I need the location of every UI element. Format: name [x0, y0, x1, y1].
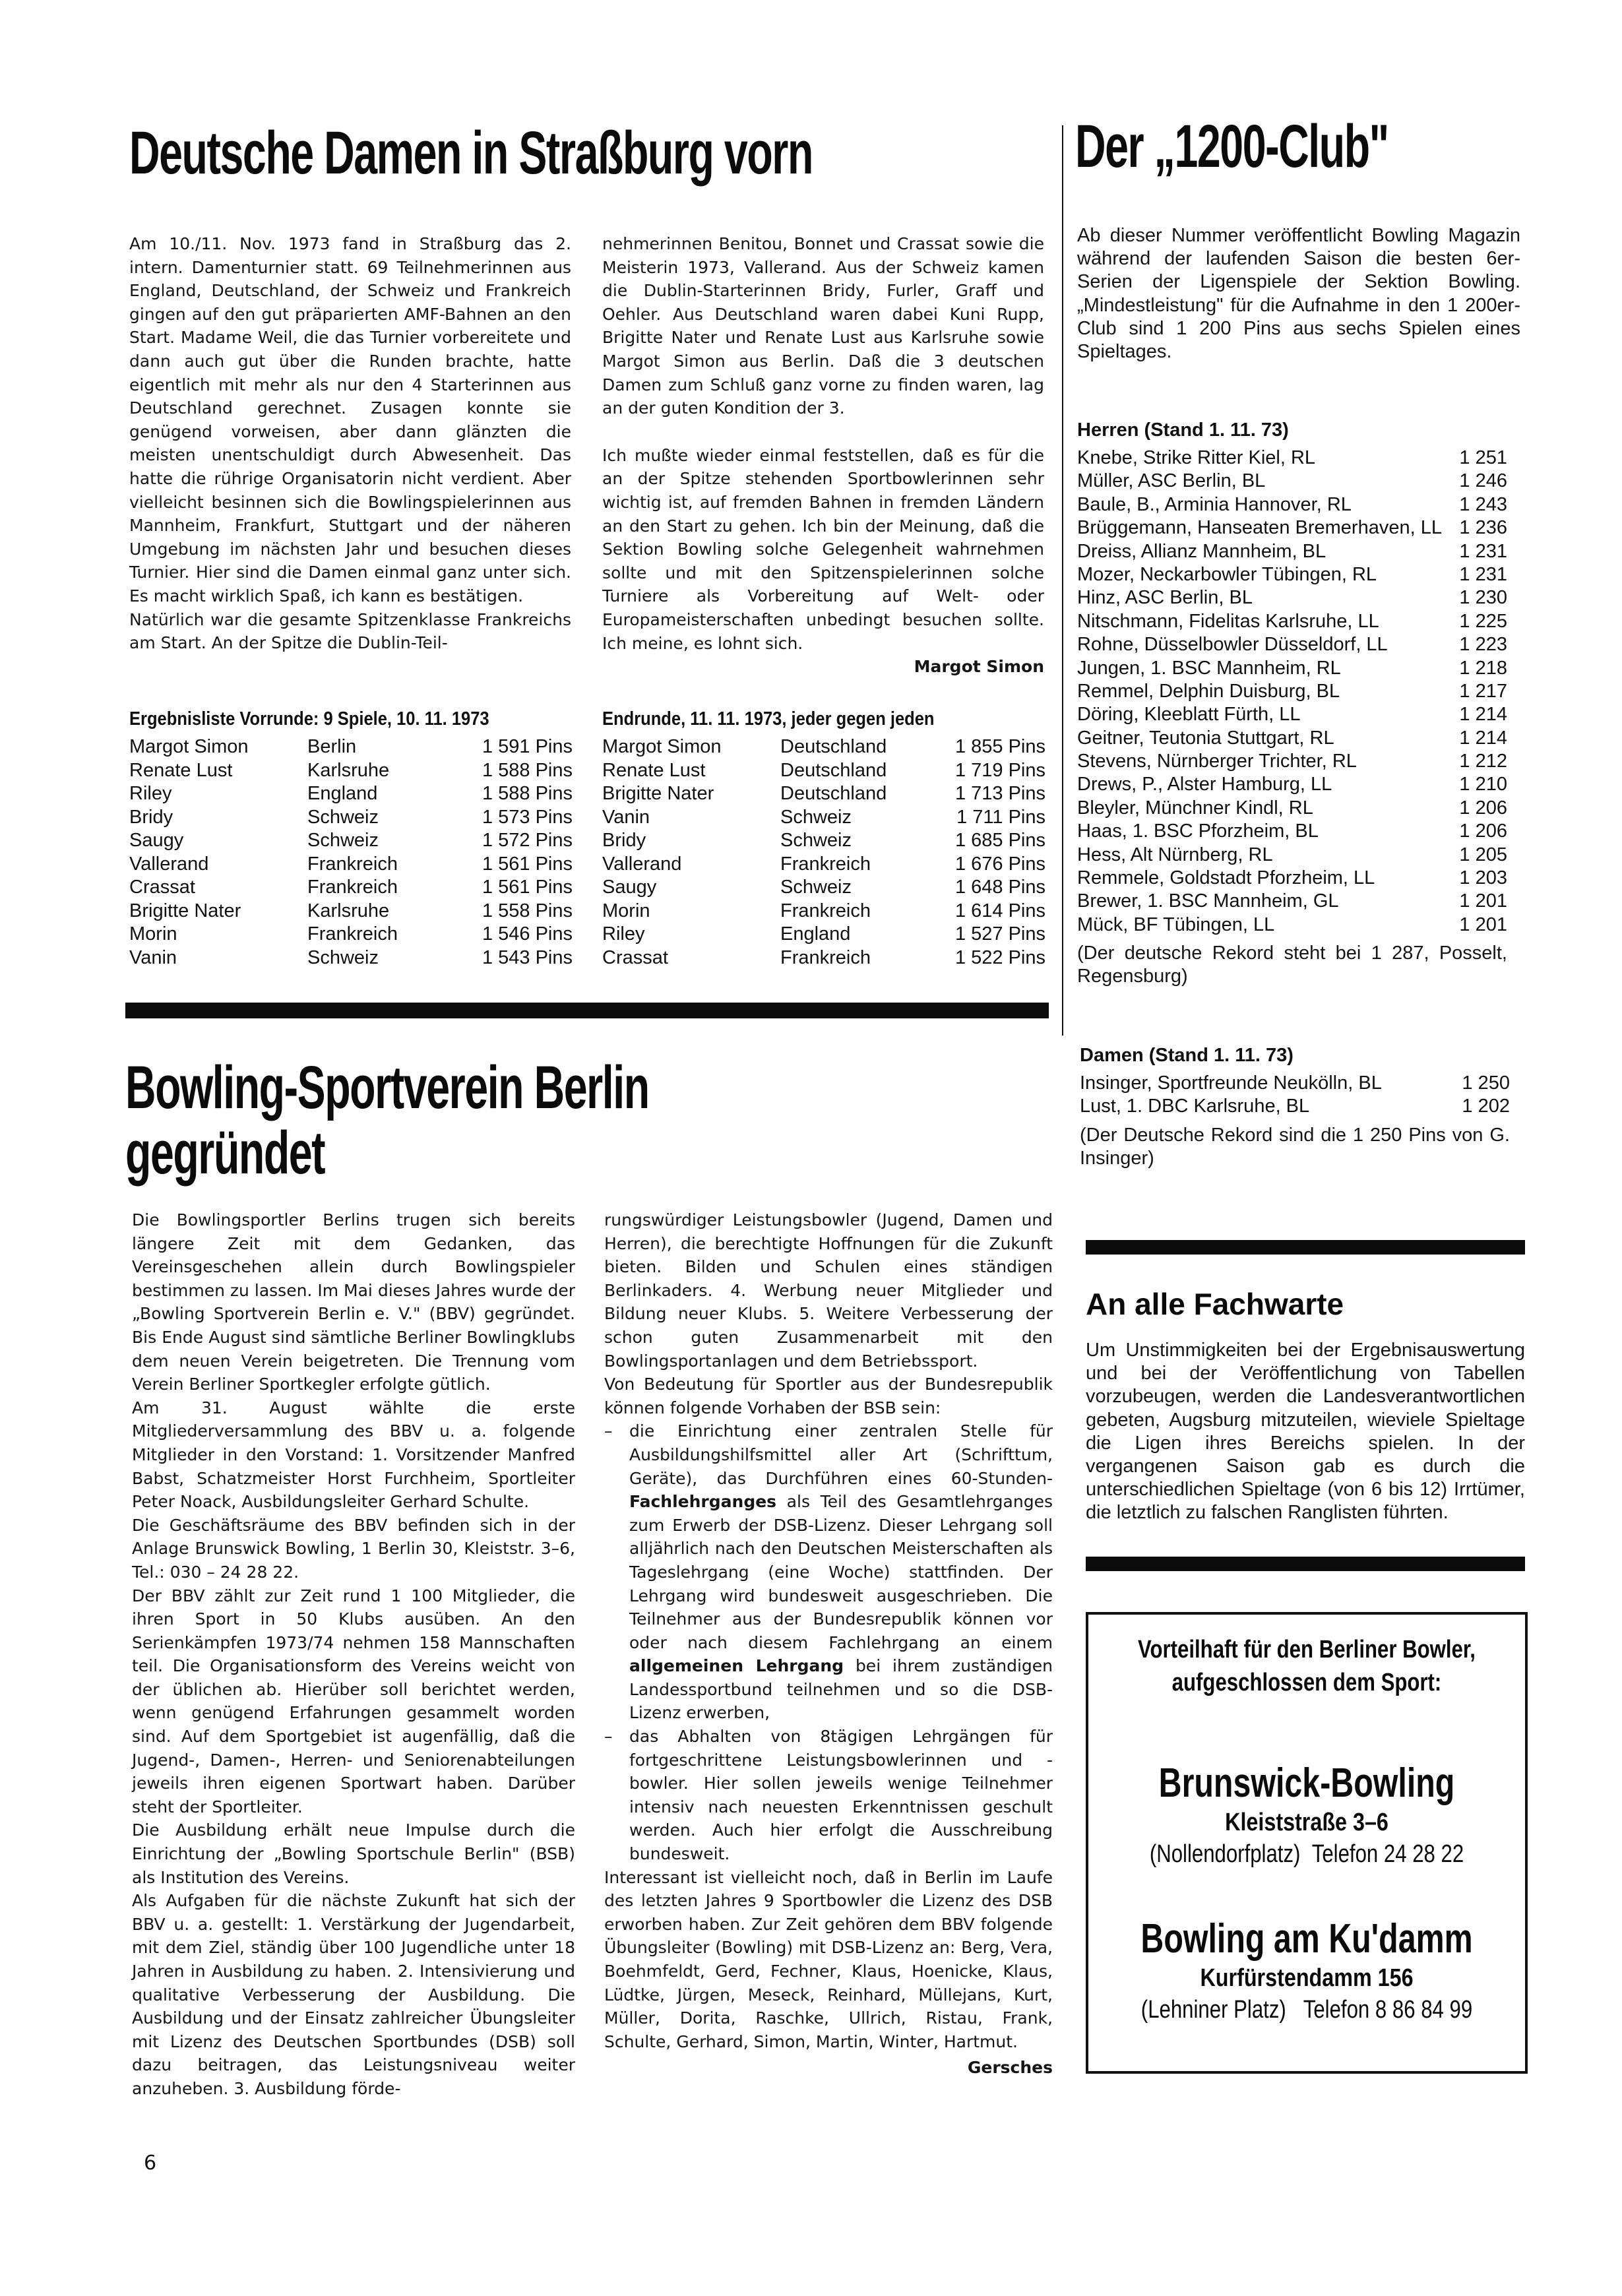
player-origin: England — [307, 783, 378, 804]
bowler-club: Müller, ASC Berlin, BL — [1077, 470, 1266, 492]
article-headline-bbv — [125, 1055, 649, 1187]
pin-score: 1 230 — [1459, 587, 1507, 609]
pin-score: 1 214 — [1459, 704, 1507, 726]
pin-score: 1 546 Pins — [482, 923, 573, 945]
bowler-club: Brewer, 1. BSC Mannheim, GL — [1077, 890, 1339, 912]
bowler-club: Lust, 1. DBC Karlsruhe, BL — [1080, 1096, 1310, 1117]
list-item — [1077, 470, 1507, 493]
list-title: Herren (Stand 1. 11. 73) — [1077, 419, 1289, 441]
bowler-club: Rohne, Düsselbowler Düsseldorf, LL — [1077, 634, 1388, 656]
player-name: Margot Simon — [129, 736, 249, 757]
article-strassburg-column-2 — [602, 232, 1044, 679]
pin-score: 1 214 — [1459, 727, 1507, 749]
headline-line: Bowling-Sportverein Berlin — [125, 1054, 649, 1121]
paragraph: Die Bowlingsportler Berlins trugen sich bereits längere Zeit mit dem Gedanken, das Vereinsgeschehen allein durch Bowlingspieler bestimmen zu lassen. Im Mai dieses Jahres wurde der „Bowling Sportverein Berlin e. V." (BBV) gegründet. Bis Ende August sind sämtliche Berliner Bowlingklubs dem neuen Verein beigetreten. Die Trennung vom Verein Berliner Sportkegler erfolgte gütlich. — [132, 1210, 575, 1394]
player-origin: Deutschland — [780, 736, 887, 757]
pin-score: 1 246 — [1459, 470, 1507, 492]
article-strassburg-column-1 — [129, 232, 571, 655]
bowler-club: Hinz, ASC Berlin, BL — [1077, 587, 1253, 609]
player-origin: Frankreich — [307, 923, 398, 945]
pin-score: 1 573 Pins — [482, 806, 573, 828]
bullet-text: das Abhalten von 8tägigen Lehrgängen für fortgeschrittene Leistungsbowlerinnen und -bowler. Hier sollen jeweils wenige Teilnehmer intensiv nach neuesten Erkenntnissen geschult werden. Auch hier erfolgt die Ausschreibung bundesweit. — [629, 1727, 1053, 1864]
player-origin: Berlin — [307, 736, 357, 757]
list-item — [1077, 890, 1507, 913]
table-row — [129, 782, 573, 806]
player-name: Saugy — [602, 877, 657, 898]
table-row — [129, 759, 573, 783]
article-bbv-column-1 — [132, 1208, 575, 2101]
bowler-club: Döring, Kleeblatt Fürth, LL — [1077, 704, 1301, 726]
player-name: Saugy — [129, 830, 184, 851]
table-row — [602, 900, 1045, 923]
bullet-dash: – — [604, 1421, 613, 1441]
paragraph: Die Geschäftsräume des BBV befinden sich in der Anlage Brunswick Bowling, 1 Berlin 30, Kleiststr. 3–6, Tel.: 030 – 24 28 22. — [132, 1515, 575, 1582]
list-item — [1077, 657, 1507, 680]
pin-score: 1 206 — [1459, 821, 1507, 842]
player-name: Bridy — [129, 806, 173, 828]
bowler-club: Bleyler, Münchner Kindl, RL — [1077, 797, 1313, 819]
fachwarte-text — [1086, 1339, 1525, 1525]
list-item — [1077, 493, 1507, 516]
table-row — [129, 853, 573, 877]
player-name: Brigitte Nater — [129, 900, 241, 921]
ad-venue-contact — [1128, 1993, 1486, 2026]
player-name: Bridy — [602, 830, 646, 851]
list-item — [1077, 540, 1507, 563]
list-item — [1077, 914, 1507, 937]
pin-score: 1 243 — [1459, 493, 1507, 515]
pin-score: 1 203 — [1459, 867, 1507, 889]
list-item — [1077, 563, 1507, 586]
bullet-emphasis: allgemeinen Lehrgang — [629, 1656, 844, 1676]
ad-venue-street: Kurfürstendamm 156 — [1200, 1964, 1414, 1992]
player-name: Vallerand — [129, 853, 209, 875]
bowler-club: Mozer, Neckarbowler Tübingen, RL — [1077, 563, 1377, 585]
list-item — [1077, 750, 1507, 773]
bowler-club: Stevens, Nürnberger Trichter, RL — [1077, 751, 1357, 772]
pin-score: 1 711 Pins — [956, 806, 1045, 828]
pin-score: 1 522 Pins — [954, 946, 1045, 968]
pin-score: 1 217 — [1459, 680, 1507, 702]
pin-score: 1 685 Pins — [954, 830, 1045, 851]
bowler-club: Haas, 1. BSC Pforzheim, BL — [1077, 821, 1319, 842]
list-item — [1077, 447, 1507, 470]
bowler-club: Drews, P., Alster Hamburg, LL — [1077, 774, 1332, 795]
column-divider — [1062, 125, 1063, 1036]
player-origin: Schweiz — [780, 877, 852, 898]
list-item — [1077, 680, 1507, 703]
player-origin: Schweiz — [307, 946, 379, 968]
list-item — [1077, 610, 1507, 633]
ad-venue-street: Kleiststraße 3–6 — [1225, 1809, 1388, 1836]
table-title: Ergebnisliste Vorrunde: 9 Spiele, 10. 11. 1973 — [129, 708, 489, 729]
bowler-club: Baule, B., Arminia Hannover, RL — [1077, 493, 1352, 515]
pin-score: 1 719 Pins — [954, 759, 1045, 781]
player-name: Margot Simon — [602, 736, 722, 757]
pin-score: 1 225 — [1459, 610, 1507, 632]
player-name: Riley — [602, 923, 645, 945]
pin-score: 1 713 Pins — [954, 783, 1045, 804]
paragraph: Am 10./11. Nov. 1973 fand in Straßburg das 2. intern. Damenturnier statt. 69 Teilnehmerinnen aus England, Deutschland, der Schweiz und Frankreich gingen auf den gut präparierten AMF-Bahnen an den Start. Madame Weil, die das Turnier vorbereitete und dann auch gut über die Runden brachte, hatte eigentlich mit mehr als nur den 4 Starterinnen aus Deutschland gerechnet. Zusagen konnte sie genügend vorweisen, aber dann glänzten die meisten unentschuldigt durch Abwesenheit. Das hatte die rührige Organisatorin nicht verdient. Aber vielleicht besinnen sich die Bowlingspielerinnen aus Mannheim, Frankfurt, Stuttgart und der näheren Umgebung im nächsten Jahr und besuchen dieses Turnier. Hier sind die Damen einmal ganz unter sich. Es macht wirklich Spaß, ich kann es bestätigen. — [129, 234, 571, 605]
player-name: Brigitte Nater — [602, 783, 714, 804]
player-origin: Frankreich — [780, 946, 871, 968]
pin-score: 1 588 Pins — [482, 783, 573, 804]
pin-score: 1 561 Pins — [482, 877, 573, 898]
table-row — [129, 806, 573, 830]
bowler-club: Jungen, 1. BSC Mannheim, RL — [1077, 657, 1341, 679]
bowler-club: Mück, BF Tübingen, LL — [1077, 914, 1275, 935]
player-origin: England — [780, 923, 851, 945]
list-item — [1077, 820, 1507, 843]
author-signature: Gersches — [967, 2058, 1053, 2078]
article-bbv-column-2 — [604, 1208, 1053, 2080]
ad-venue-phone: Telefon 8 86 84 99 — [1303, 1996, 1473, 2024]
pin-score: 1 202 — [1462, 1096, 1510, 1117]
pin-score: 1 201 — [1459, 890, 1507, 912]
player-origin: Karlsruhe — [307, 759, 390, 781]
table-row — [602, 759, 1045, 783]
list-item — [1077, 586, 1507, 609]
table-row — [602, 829, 1045, 853]
list-item — [1080, 1072, 1510, 1095]
list-item — [1077, 867, 1507, 890]
ad-intro-line: aufgeschlossen dem Sport: — [1171, 1669, 1442, 1696]
ad-venue-area: (Nollendorfplatz) — [1149, 1840, 1301, 1868]
table-row — [129, 900, 573, 923]
player-name: Renate Lust — [129, 759, 233, 781]
pin-score: 1 250 — [1462, 1072, 1510, 1094]
list-item — [1077, 773, 1507, 796]
results-table-endrunde — [602, 708, 1045, 970]
pin-score: 1 855 Pins — [954, 736, 1045, 757]
list-item — [1077, 727, 1507, 750]
record-note: (Der deutsche Rekord steht bei 1 287, Posselt, Regensburg) — [1077, 943, 1507, 987]
bullet-dash: – — [604, 1727, 613, 1747]
list-item — [1077, 844, 1507, 867]
pin-score: 1 212 — [1459, 751, 1507, 772]
player-origin: Schweiz — [780, 806, 852, 828]
pin-score: 1 236 — [1459, 517, 1507, 539]
page-number: 6 — [144, 2152, 157, 2175]
advertisement-box — [1086, 1612, 1528, 2074]
bowler-club: Hess, Alt Nürnberg, RL — [1077, 844, 1273, 865]
player-origin: Deutschland — [780, 783, 887, 804]
pin-score: 1 543 Pins — [482, 946, 573, 968]
record-note: (Der Deutsche Rekord sind die 1 250 Pins von G. Insinger) — [1080, 1124, 1510, 1169]
list-title: Damen (Stand 1. 11. 73) — [1080, 1045, 1294, 1066]
player-origin: Schweiz — [780, 830, 852, 851]
pin-score: 1 231 — [1459, 540, 1507, 562]
ad-venue-name: Brunswick-Bowling — [1158, 1760, 1455, 1806]
pin-score: 1 223 — [1459, 634, 1507, 656]
article-headline-strassburg: Deutsche Damen in Straßburg vorn — [129, 119, 813, 187]
pin-score: 1 201 — [1459, 914, 1507, 935]
author-signature: Margot Simon — [914, 657, 1044, 677]
paragraph: Der BBV zählt zur Zeit rund 1 100 Mitglieder, die ihren Sport in 50 Klubs ausüben. An den Serienkämpfen 1973/74 nehmen 158 Mannschaften teil. Die Organisationsform des Vereins weicht von der üblichen ab. Hierüber soll berichtet werden, wenn genügend Erfahrungen gesammelt worden sind. Auf dem Sportgebiet ist augenfällig, daß die Jugend-, Damen-, Herren- und Seniorenabteilungen jeweils ihren eigenen Sportwart haben. Darüber steht der Sportleiter. — [132, 1586, 575, 1816]
player-name: Vanin — [602, 806, 650, 828]
player-name: Riley — [129, 783, 172, 804]
list-item — [1077, 516, 1507, 540]
ad-venue-name: Bowling am Ku'damm — [1140, 1916, 1473, 1962]
pin-score: 1 591 Pins — [482, 736, 573, 757]
pin-score: 1 561 Pins — [482, 853, 573, 875]
results-table-vorrunde — [129, 708, 573, 970]
bowler-club: Dreiss, Allianz Mannheim, BL — [1077, 540, 1326, 562]
player-origin: Deutschland — [780, 759, 887, 781]
bowler-club: Nitschmann, Fidelitas Karlsruhe, LL — [1077, 610, 1379, 632]
paragraph: Ab dieser Nummer veröffentlicht Bowling Magazin während der laufenden Saison die besten 6er-Serien der Ligenspiele der Sektion Bowling. „Mindestleistung" für die Aufnahme in den 1 200er-Club sind 1 200 Pins aus sechs Spielen eines Spieltages. — [1077, 225, 1520, 363]
ad-venue-area: (Lehniner Platz) — [1140, 1996, 1286, 2024]
paragraph: Um Unstimmigkeiten bei der Ergebnisauswertung und bei der Veröffentlichung von Tabellen vorzubeugen, werden die Landesverantwortlichen gebeten, Augsburg mitzuteilen, wieviele Spieltage die Ligen ihres Bereichs spielen. In der vergangenen Saison gab es durch die unterschiedlichen Spieltage (von 6 bis 12) Irrtümer, die letztlich zu falschen Ranglisten führten. — [1086, 1340, 1525, 1524]
article-headline-1200-club: Der „1200-Club" — [1075, 113, 1388, 180]
player-origin: Karlsruhe — [307, 900, 390, 921]
pin-score: 1 614 Pins — [954, 900, 1045, 921]
paragraph: Die Ausbildung erhält neue Impulse durch die Einrichtung der „Bowling Sportschule Berlin" (BSB) als Institution des Vereins. — [132, 1820, 575, 1887]
bullet-item — [604, 1725, 1053, 1866]
player-origin: Frankreich — [307, 877, 398, 898]
bullet-text: die Einrichtung einer zentralen Stelle für Ausbildungshilfsmittel aller Art (Schrifttum, Geräte), das Durchführen eines 60-Stunden- — [629, 1421, 1053, 1488]
table-row — [129, 735, 573, 759]
paragraph: rungswürdiger Leistungsbowler (Jugend, Damen und Herren), die berechtigte Hoffnungen für die Zukunft bieten. Bilden und Schulen eines ständigen Berlinkaders. 4. Werbung neuer Mitglieder und Bildung neuer Klubs. 5. Weitere Verbesserung der schon guten Zusammenarbeit mit den Bowlingsportanlagen und dem Betriebssport. — [604, 1210, 1053, 1371]
table-row — [129, 923, 573, 946]
article-headline-fachwarte: An alle Fachwarte — [1086, 1287, 1344, 1321]
list-item — [1077, 797, 1507, 820]
bowler-club: Geitner, Teutonia Stuttgart, RL — [1077, 727, 1334, 749]
paragraph: Von Bedeutung für Sportler aus der Bundesrepublik können folgende Vorhaben der BSB sein: — [604, 1375, 1053, 1417]
list-item — [1077, 703, 1507, 726]
paragraph: Ich mußte wieder einmal feststellen, daß es für die an der Spitze stehenden Sportbowlerinnen sehr wichtig ist, auf fremden Bahnen in fremden Ländern an den Start zu gehen. Ich bin der Meinung, daß die Sektion Bowling solche Gelegenheit wahrnehmen sollte und mit den Spitzenspielerinnen solche Turniere als Vorbereitung auf Welt- oder Europameisterschaften unbedingt besuchen sollte. Ich meine, es lohnt sich. — [602, 445, 1044, 653]
bullet-emphasis: Fachlehrganges — [629, 1492, 777, 1512]
table-row — [602, 853, 1045, 877]
bullet-text: bei ihrem zuständigen Landessportbund teilnehmen und so die DSB-Lizenz erwerben, — [629, 1656, 1053, 1723]
table-row — [129, 829, 573, 853]
table-row — [602, 946, 1045, 970]
paragraph: Natürlich war die gesamte Spitzenklasse Frankreichs am Start. An der Spitze die Dublin-Teil- — [129, 609, 571, 653]
pin-score: 1 648 Pins — [954, 877, 1045, 898]
table-row — [602, 782, 1045, 806]
player-name: Vallerand — [602, 853, 682, 875]
club-1200-damen-list — [1080, 1045, 1510, 1170]
player-origin: Schweiz — [307, 806, 379, 828]
table-row — [602, 876, 1045, 900]
paragraph: nehmerinnen Benitou, Bonnet und Crassat sowie die Meisterin 1973, Vallerand. Aus der Schweiz kamen die Dublin-Starterinnen Bridy, Furler, Graff und Oehler. Aus Deutschland waren dabei Kuni Rupp, Brigitte Nater und Renate Lust aus Karlsruhe sowie Margot Simon aus Berlin. Daß die 3 deutschen Damen zum Schluß ganz vorne zu finden waren, lag an der guten Kondition der 3. — [602, 234, 1044, 418]
bullet-text: als Teil des Gesamtlehrganges zum Erwerb der DSB-Lizenz. Dieser Lehrgang soll alljährlich nach den Deutschen Meisterschaften als Tageslehrgang (eine Woche) stattfinden. Der Lehrgang wird bundesweit ausgeschrieben. Die Teilnehmer aus der Bundesrepublik können vor oder nach diesem Fachlehrgang an einem — [629, 1492, 1053, 1652]
player-name: Morin — [602, 900, 650, 921]
table-row — [602, 806, 1045, 830]
pin-score: 1 206 — [1459, 797, 1507, 819]
bullet-item — [604, 1419, 1053, 1725]
club-1200-intro — [1077, 224, 1520, 363]
pin-score: 1 218 — [1459, 657, 1507, 679]
table-row — [129, 876, 573, 900]
player-name: Vanin — [129, 946, 177, 968]
list-item — [1077, 633, 1507, 656]
player-origin: Frankreich — [780, 853, 871, 875]
ad-intro-line: Vorteilhaft für den Berliner Bowler, — [1138, 1636, 1476, 1663]
section-divider-bar — [1086, 1557, 1525, 1571]
table-row — [602, 735, 1045, 759]
player-name: Morin — [129, 923, 177, 945]
pin-score: 1 205 — [1459, 844, 1507, 865]
pin-score: 1 210 — [1459, 774, 1507, 795]
pin-score: 1 676 Pins — [954, 853, 1045, 875]
bowler-club: Brüggemann, Hanseaten Bremerhaven, LL — [1077, 517, 1442, 539]
pin-score: 1 588 Pins — [482, 759, 573, 781]
pin-score: 1 527 Pins — [954, 923, 1045, 945]
club-1200-herren-list — [1077, 419, 1507, 989]
bowler-club: Knebe, Strike Ritter Kiel, RL — [1077, 447, 1316, 468]
headline-line: gegründet — [125, 1119, 325, 1187]
player-origin: Schweiz — [307, 830, 379, 851]
section-divider-bar — [125, 1003, 1049, 1018]
player-origin: Frankreich — [307, 853, 398, 875]
paragraph: Als Aufgaben für die nächste Zukunft hat sich der BBV u. a. gestellt: 1. Verstärkung der Jugendarbeit, mit dem Ziel, ständig über 100 Jugendliche unter 18 Jahren in Ausbildung zu haben. 2. Intensivierung und qualitative Verbesserung der Ausbildung. Die Ausbildung und der Einsatz zahlreicher Übungsleiter mit Lizenz des Deutschen Sportbundes (DSB) soll dazu beitragen, das Leistungsniveau weiter anzuheben. 3. Ausbildung förde- — [132, 1891, 575, 2098]
table-row — [129, 946, 573, 970]
list-item — [1080, 1095, 1510, 1118]
player-origin: Frankreich — [780, 900, 871, 921]
bowler-club: Remmele, Goldstadt Pforzheim, LL — [1077, 867, 1375, 889]
ad-venue-phone: Telefon 24 28 22 — [1311, 1840, 1464, 1868]
pin-score: 1 572 Pins — [482, 830, 573, 851]
player-name: Crassat — [129, 877, 195, 898]
paragraph: Am 31. August wählte die erste Mitgliederversammlung des BBV u. a. folgende Mitglieder in den Vorstand: 1. Vorsitzender Manfred Babst, Schatzmeister Horst Furchheim, Sportleiter Peter Noack, Ausbildungsleiter Gerhard Schulte. — [132, 1398, 575, 1512]
paragraph: Interessant ist vielleicht noch, daß in Berlin im Laufe des letzten Jahres 9 Sportbowler die Lizenz des DSB erworben haben. Zur Zeit gehören dem BBV folgende Übungsleiter (Bowling) mit DSB-Lizenz an: Berg, Vera, Boehmfeldt, Gerd, Fechner, Klaus, Hoenicke, Klaus, Lüdtke, Jürgen, Meseck, Reinhard, Müllejans, Kurt, Müller, Dorita, Raschke, Ullrich, Ristau, Frank, Schulte, Gerhard, Simon, Martin, Winter, Hartmut. — [604, 1867, 1053, 2051]
bowler-club: Remmel, Delphin Duisburg, BL — [1077, 680, 1340, 702]
player-name: Renate Lust — [602, 759, 706, 781]
pin-score: 1 231 — [1459, 563, 1507, 585]
pin-score: 1 251 — [1459, 447, 1507, 468]
pin-score: 1 558 Pins — [482, 900, 573, 921]
section-divider-bar — [1086, 1240, 1525, 1255]
table-row — [602, 923, 1045, 946]
ad-venue-contact — [1128, 1838, 1486, 1871]
player-name: Crassat — [602, 946, 668, 968]
bowler-club: Insinger, Sportfreunde Neukölln, BL — [1080, 1072, 1382, 1094]
table-title: Endrunde, 11. 11. 1973, jeder gegen jeden — [602, 708, 935, 729]
